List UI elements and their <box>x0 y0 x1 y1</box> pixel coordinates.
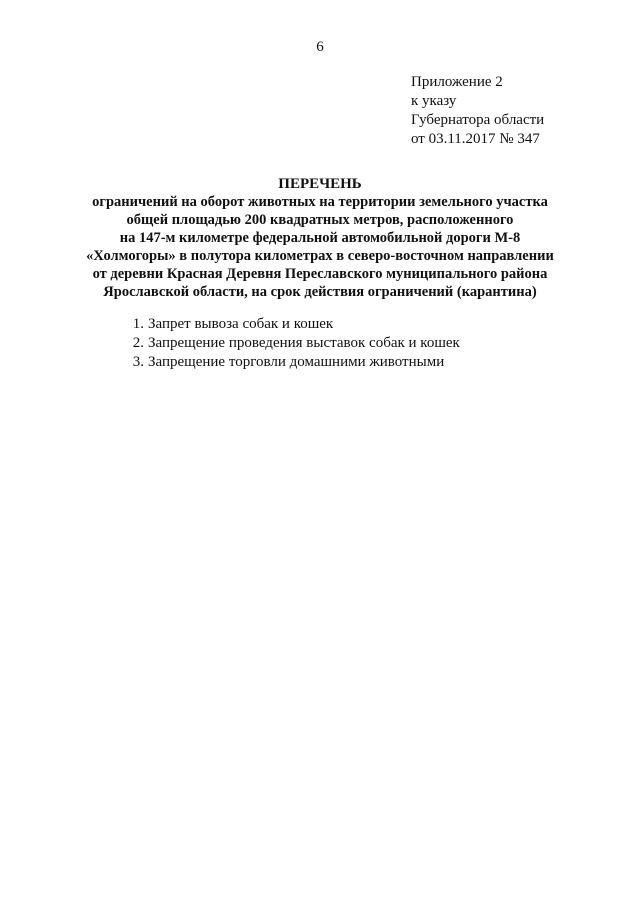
appendix-line: Губернатора области <box>411 112 545 128</box>
restrictions-list <box>120 315 460 372</box>
page-number: 6 <box>316 39 324 55</box>
list-item <box>120 353 460 372</box>
list-item-text: Запрещение проведения выставок собак и кошек <box>148 335 460 351</box>
list-item <box>120 315 460 334</box>
list-item-number: 1. <box>132 316 144 332</box>
appendix-reference <box>411 73 544 149</box>
list-item-text: Запрещение торговли домашними животными <box>148 354 445 370</box>
title-line: «Холмогоры» в полутора километрах в северо-восточном направлении <box>86 248 554 264</box>
title-line: Ярославской области, на срок действия ограничений (карантина) <box>103 284 537 300</box>
list-item-text: Запрет вывоза собак и кошек <box>148 316 334 332</box>
document-title <box>60 175 580 301</box>
title-line: на 147-м километре федеральной автомобильной дороги М-8 <box>119 230 521 246</box>
appendix-line: от 03.11.2017 № 347 <box>411 131 540 147</box>
title-line: общей площадью 200 квадратных метров, расположенного <box>126 212 514 228</box>
list-item-number: 2. <box>132 335 144 351</box>
title-line: ограничений на оборот животных на территории земельного участка <box>92 194 548 210</box>
title-line: от деревни Красная Деревня Переславского муниципального района <box>92 266 548 282</box>
appendix-line: к указу <box>411 93 457 109</box>
title-heading: ПЕРЕЧЕНЬ <box>278 176 362 192</box>
appendix-line: Приложение 2 <box>411 74 503 90</box>
list-item <box>120 334 460 353</box>
list-item-number: 3. <box>132 354 144 370</box>
